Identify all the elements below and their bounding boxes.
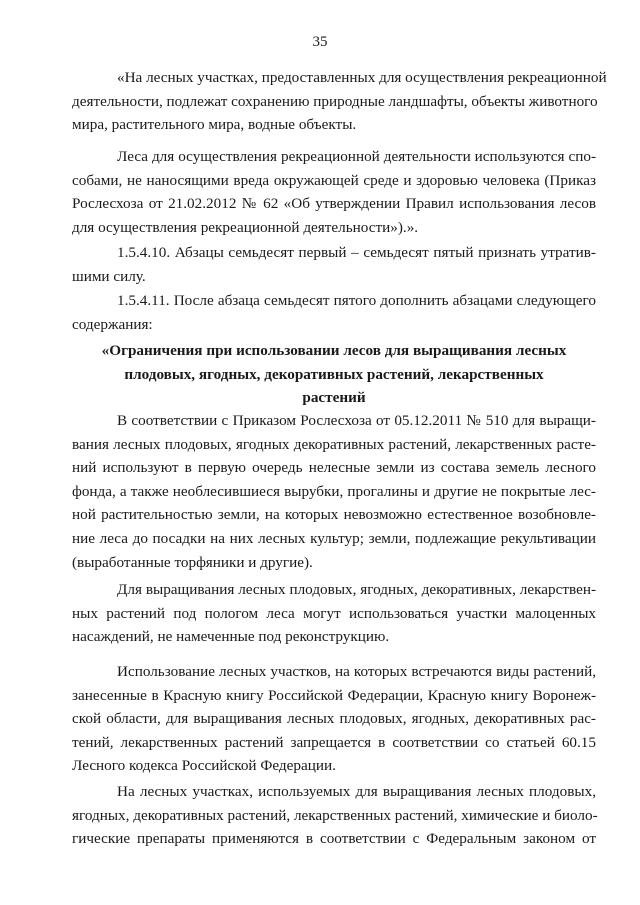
heading-line: плодовых, ягодных, декоративных растений, лекарственных — [124, 365, 544, 383]
text-line: Использование лесных участков, на которых встречаются виды растений, — [117, 663, 596, 680]
paragraph-order-510 — [72, 409, 596, 574]
page-number: 35 — [312, 34, 328, 50]
text-line: вания лесных плодовых, ягодных декоративных растений, лекарственных расте- — [72, 435, 596, 453]
paragraph-recreation-methods — [72, 145, 596, 239]
text-line: ных растений под пологом леса могут использоваться участки малоценных — [72, 604, 596, 622]
text-line: ской области, для выращивания лесных плодовых, ягодных, декоративных рас- — [72, 710, 596, 728]
paragraph-item-1-5-4-10 — [72, 241, 596, 288]
text-line: 1.5.4.11. После абзаца семьдесят пятого дополнить абзацами следующего — [117, 292, 596, 309]
text-line: На лесных участках, используемых для выращивания лесных плодовых, — [117, 783, 596, 800]
section-heading — [72, 339, 596, 410]
text-line: мира, растительного мира, водные объекты. — [72, 116, 357, 134]
text-line: деятельности, подлежат сохранению природные ландшафты, объекты животного — [72, 92, 598, 110]
text-line: фонда, а также необлесившиеся вырубки, прогалины и другие не покрытые лес- — [72, 482, 596, 500]
paragraph-item-1-5-4-11 — [72, 289, 596, 336]
paragraph-red-book — [72, 660, 596, 778]
heading-line: растений — [302, 389, 366, 407]
text-line: 1.5.4.10. Абзацы семьдесят первый – семьдесят пятый признать утратив- — [117, 244, 596, 261]
text-line: тений, лекарственных растений запрещается в соответствии со статьей 60.15 — [72, 733, 596, 751]
text-line: Для выращивания лесных плодовых, ягодных, декоративных, лекарствен- — [117, 581, 596, 598]
text-line: Леса для осуществления рекреационной деятельности используются спо- — [117, 148, 596, 165]
text-line: ний используют в первую очередь нелесные земли из состава земель лесного — [72, 459, 596, 477]
paragraph-recreation-areas — [72, 66, 607, 137]
heading-line: «Ограничения при использовании лесов для выращивания лесных — [101, 342, 567, 359]
text-line: содержания: — [72, 315, 153, 333]
text-line: гические препараты применяются в соответствии с Федеральным законом от — [72, 830, 596, 848]
paragraph-chemicals — [72, 780, 596, 851]
text-line: насаждений, не намеченные под реконструкцию. — [72, 628, 390, 646]
text-line: собами, не наносящими вреда окружающей среде и здоровью человека (Приказ — [72, 171, 596, 189]
text-line: ягодных, декоративных растений, лекарственных растений, химические и биоло- — [72, 806, 598, 824]
text-line: «На лесных участках, предоставленных для осуществления рекреационной — [117, 69, 607, 86]
text-line: занесенные в Красную книгу Российской Федерации, Красную книгу Воронеж- — [72, 686, 596, 704]
text-line: Рослесхоза от 21.02.2012 № 62 «Об утверждении Правил использования лесов — [72, 195, 596, 213]
text-line: В соответствии с Приказом Рослесхоза от 05.12.2011 № 510 для выращи- — [117, 412, 596, 429]
text-line: Лесного кодекса Российской Федерации. — [72, 757, 336, 775]
text-line: (выработанные торфяники и другие). — [72, 553, 313, 571]
text-line: ние леса до посадки на них лесных культур; земли, подлежащие рекультивации — [72, 529, 596, 547]
paragraph-under-canopy — [72, 578, 596, 649]
text-line: ной растительностью земли, на которых невозможно естественное возобновле- — [72, 506, 596, 524]
text-line: шими силу. — [72, 267, 146, 285]
text-line: для осуществления рекреационной деятельности»).». — [72, 218, 419, 236]
